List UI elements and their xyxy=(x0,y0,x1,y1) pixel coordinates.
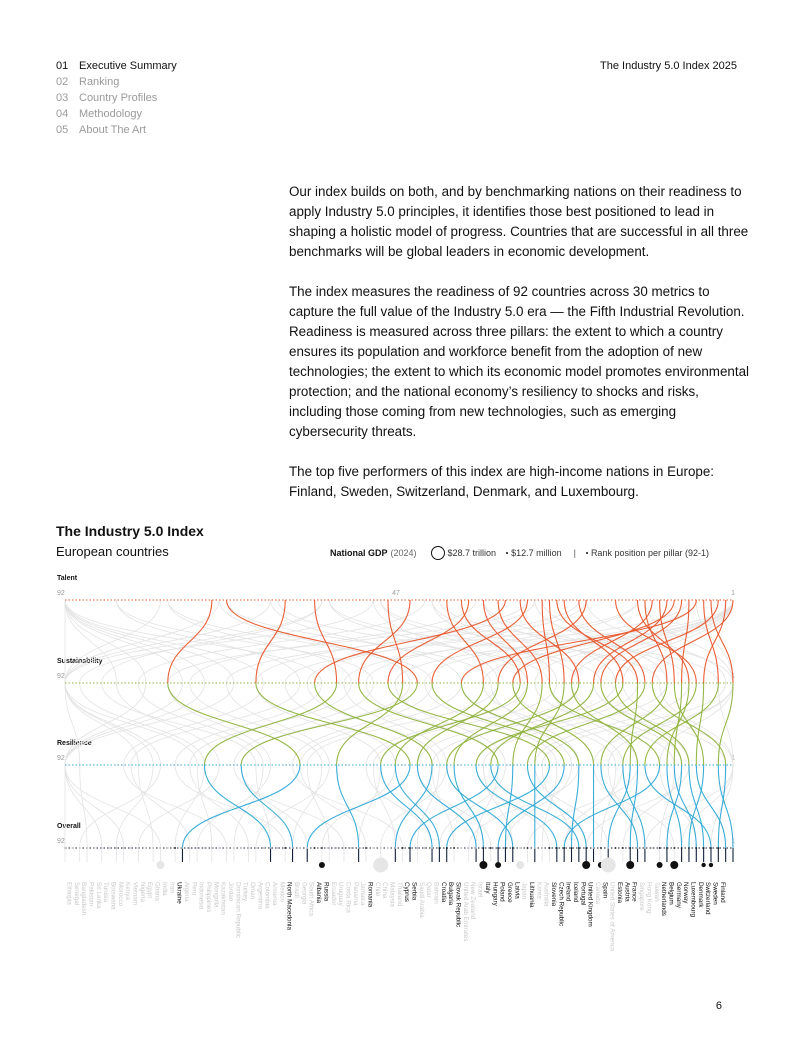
legend-min-gdp: $12.7 million xyxy=(511,548,562,558)
rank-tick-dot xyxy=(622,847,624,849)
rank-tick-dot xyxy=(123,847,125,849)
country-label-ecuador: Ecuador xyxy=(329,882,337,906)
small-dot-icon xyxy=(586,552,588,554)
pillar-label-sustainability: Sustainability xyxy=(57,658,103,665)
rank-tick-dot xyxy=(651,847,653,849)
rank-tick-dot xyxy=(688,847,690,849)
rank-tick-dot xyxy=(270,847,272,849)
rank-tick-dot xyxy=(152,847,154,849)
rank-tick-dot xyxy=(468,847,470,849)
country-label-belgium: Belgium xyxy=(667,882,675,905)
country-label-uruguay: Uruguay xyxy=(337,882,345,906)
rank-min-label: 92 xyxy=(57,673,65,680)
rank-tick-dot xyxy=(710,847,712,849)
country-label-taiwan: Taiwan xyxy=(652,882,660,902)
toc-item-executive-summary[interactable]: 01 Executive Summary xyxy=(56,60,177,72)
background-country-line xyxy=(102,600,322,862)
rank-max-label: 1 xyxy=(731,673,735,680)
country-label-tunisia: Tunisia xyxy=(102,882,110,903)
report-title: The Industry 5.0 Index 2025 xyxy=(600,60,737,72)
country-label-panama: Panama xyxy=(351,882,359,906)
rank-tick-dot xyxy=(79,847,81,849)
rank-tick-dot xyxy=(167,847,169,849)
large-circle-icon xyxy=(431,546,445,560)
rank-tick-dot xyxy=(93,847,95,849)
gdp-circle-united-kingdom xyxy=(582,861,590,869)
country-label-iran: Iran xyxy=(168,882,176,893)
country-label-costa-rica: Costa Rica xyxy=(344,882,352,913)
rank-tick-dot xyxy=(659,847,661,849)
country-label-iceland: Iceland xyxy=(572,882,580,903)
rank-tick-dot xyxy=(607,847,609,849)
country-line-albania xyxy=(241,683,417,765)
rank-tick-dot xyxy=(343,847,345,849)
country-label-bulgaria: Bulgaria xyxy=(447,882,455,906)
table-of-contents xyxy=(56,58,177,138)
country-label-colombia: Colombia xyxy=(263,882,271,909)
rank-tick-dot xyxy=(453,847,455,849)
rank-mid-label: 47 xyxy=(392,590,400,597)
country-label-united-states-of-america: United States of America xyxy=(608,882,616,952)
rank-tick-dot xyxy=(248,847,250,849)
country-label-algeria: Algeria xyxy=(182,882,190,902)
rank-tick-dot xyxy=(262,847,264,849)
body-text xyxy=(289,182,749,522)
country-label-romania: Romania xyxy=(366,882,374,908)
rank-tick-dot xyxy=(637,847,639,849)
rank-tick-dot xyxy=(512,847,514,849)
rank-tick-dot xyxy=(387,847,389,849)
rank-tick-dot xyxy=(255,847,257,849)
country-label-sri-lanka: Sri Lanka xyxy=(94,882,102,909)
rank-tick-dot xyxy=(717,847,719,849)
country-label-mexico: Mexico xyxy=(278,882,286,902)
country-label-botswana: Botswana xyxy=(109,882,117,910)
rank-tick-dot xyxy=(549,847,551,849)
legend-max-gdp: $28.7 trillion xyxy=(447,548,497,558)
rank-tick-dot xyxy=(563,847,565,849)
country-label-germany: Germany xyxy=(674,882,682,908)
country-label-ireland: Ireland xyxy=(564,882,572,902)
country-label-norway: Norway xyxy=(682,882,690,904)
gdp-circle-china xyxy=(373,858,388,873)
country-label-south-africa: South Africa xyxy=(307,882,315,916)
rank-tick-dot xyxy=(226,847,228,849)
country-line-slovenia xyxy=(564,600,623,683)
rank-tick-dot xyxy=(519,847,521,849)
country-label-vietnam: Vietnam xyxy=(131,882,139,905)
country-label-ethiopia: Ethiopia xyxy=(65,882,73,905)
rank-tick-dot xyxy=(306,847,308,849)
rank-min-label: 92 xyxy=(57,590,65,597)
country-line-denmark xyxy=(704,600,719,683)
rank-tick-dot xyxy=(644,847,646,849)
rank-tick-dot xyxy=(534,847,536,849)
rank-tick-dot xyxy=(505,847,507,849)
rank-tick-dot xyxy=(666,847,668,849)
rank-tick-dot xyxy=(475,847,477,849)
country-label-switzerland: Switzerland xyxy=(704,882,712,915)
rank-tick-dot xyxy=(189,847,191,849)
country-label-nigeria: Nigeria xyxy=(138,882,146,902)
country-label-ghana: Ghana xyxy=(153,882,161,901)
country-line-iceland xyxy=(491,683,594,765)
country-label-estonia: Estonia xyxy=(616,882,624,904)
country-label-canada: Canada xyxy=(594,882,602,905)
country-label-mongolia: Mongolia xyxy=(212,882,220,908)
rank-tick-dot xyxy=(336,847,338,849)
country-line-czech-republic xyxy=(549,683,659,765)
rank-tick-dot xyxy=(673,847,675,849)
rank-tick-dot xyxy=(145,847,147,849)
rank-tick-dot xyxy=(130,847,132,849)
country-label-australia: Australia xyxy=(542,882,550,907)
country-label-czech-republic: Czech Republic xyxy=(557,882,565,927)
small-dot-icon xyxy=(506,552,508,554)
country-label-malaysia: Malaysia xyxy=(388,882,396,907)
country-line-ukraine xyxy=(168,683,300,765)
country-label-thailand: Thailand xyxy=(395,882,403,907)
rank-tick-dot xyxy=(541,847,543,849)
country-label-croatia: Croatia xyxy=(439,882,447,903)
rank-tick-dot xyxy=(615,847,617,849)
country-label-armenia: Armenia xyxy=(271,882,279,906)
country-label-serbia: Serbia xyxy=(410,882,418,901)
gdp-circle-netherlands xyxy=(657,862,663,868)
chart-legend xyxy=(330,546,709,560)
country-label-united-kingdom: United Kingdom xyxy=(586,882,594,927)
rank-tick-dot xyxy=(497,847,499,849)
country-label-united-arab-emirates: United Arab Emirates xyxy=(461,882,469,942)
rank-tick-dot xyxy=(394,847,396,849)
rank-tick-dot xyxy=(350,847,352,849)
rank-tick-dot xyxy=(365,847,367,849)
country-label-jamaica: Jamaica xyxy=(359,882,367,906)
rank-tick-dot xyxy=(483,847,485,849)
country-line-sweden xyxy=(696,765,725,848)
country-line-russia xyxy=(256,683,410,765)
page-number: 6 xyxy=(715,1000,722,1012)
legend-gdp-year: (2024) xyxy=(390,548,417,558)
toc-item-country-profiles[interactable]: 03 Country Profiles xyxy=(56,92,158,104)
gdp-circle-germany xyxy=(670,861,678,869)
country-label-brazil: Brazil xyxy=(293,882,301,898)
rank-max-label: 1 xyxy=(731,755,735,762)
rank-tick-dot xyxy=(578,847,580,849)
country-label-greece: Greece xyxy=(505,882,513,903)
country-line-ireland xyxy=(461,683,578,765)
rank-tick-dot xyxy=(86,847,88,849)
rank-tick-dot xyxy=(71,847,73,849)
rank-tick-dot xyxy=(695,847,697,849)
toc-item-about-the-art[interactable]: 05 About The Art xyxy=(56,124,147,136)
rank-tick-dot xyxy=(277,847,279,849)
country-label-luxembourg: Luxembourg xyxy=(689,882,697,918)
rank-tick-dot xyxy=(380,847,382,849)
rank-min-label: 92 xyxy=(57,755,65,762)
country-label-china: China xyxy=(381,882,389,899)
country-line-germany xyxy=(689,765,704,848)
rank-tick-dot xyxy=(196,847,198,849)
rank-tick-dot xyxy=(211,847,213,849)
country-label-france: France xyxy=(630,882,638,902)
country-label-russia: Russia xyxy=(322,882,330,902)
rank-tick-dot xyxy=(571,847,573,849)
rank-tick-dot xyxy=(593,847,595,849)
country-label-oman: Oman xyxy=(249,882,257,900)
rank-tick-dot xyxy=(681,847,683,849)
pillar-label-overall: Overall xyxy=(57,823,81,830)
country-line-italy xyxy=(417,765,476,848)
rank-tick-dot xyxy=(446,847,448,849)
country-label-cyprus: Cyprus xyxy=(403,882,411,902)
background-country-line xyxy=(425,600,697,862)
gdp-circle-poland xyxy=(495,862,501,868)
rank-tick-dot xyxy=(160,847,162,849)
country-label-singapore: Singapore xyxy=(638,882,646,911)
rank-tick-dot xyxy=(314,847,316,849)
country-line-portugal xyxy=(527,765,586,848)
rank-tick-dot xyxy=(431,847,433,849)
country-line-serbia xyxy=(410,765,498,848)
country-label-egypt: Egypt xyxy=(146,882,154,899)
country-label-spain: Spain xyxy=(601,882,609,899)
country-line-ireland xyxy=(461,600,696,683)
rank-tick-dot xyxy=(233,847,235,849)
rank-max-label: 1 xyxy=(731,838,735,845)
rank-tick-dot xyxy=(409,847,411,849)
country-label-poland: Poland xyxy=(498,882,506,902)
bump-chart xyxy=(0,570,793,970)
gdp-circle-sweden xyxy=(709,863,713,867)
rank-tick-dot xyxy=(402,847,404,849)
rank-tick-dot xyxy=(527,847,529,849)
paragraph: The index measures the readiness of 92 countries across 30 metrics to capture the full value of the Industry 5.0 era — the Fifth Industrial Revolution. Readiness is measured across three pillars: the extent to which a country ensures its population and workforce benefit from the adoption of new technologies; the extent to which its economic model promotes environmental protection; and the national economy’s resiliency to shocks and risks, including those coming from new technologies, such as emerging cybersecurity threats. xyxy=(289,284,749,439)
rank-tick-dot xyxy=(101,847,103,849)
gdp-circle-italy xyxy=(479,861,487,869)
rank-max-label: 1 xyxy=(731,590,735,597)
toc-item-methodology[interactable]: 04 Methodology xyxy=(56,108,142,120)
country-label-hong-kong: Hong Kong xyxy=(645,882,653,914)
rank-tick-dot xyxy=(108,847,110,849)
paragraph: Our index builds on both, and by benchmarking nations on their readiness to apply Industry 5.0 principles, it identifies those best positioned to lead in shaping a holistic model of progress. Countries that are successful in all three benchmarks will be global leaders in economic development. xyxy=(289,184,749,259)
country-label-ukraine: Ukraine xyxy=(175,882,183,904)
gdp-circle-switzerland xyxy=(701,863,705,867)
rank-tick-dot xyxy=(115,847,117,849)
country-label-kazakhstan: Kazakhstan xyxy=(219,882,227,915)
country-label-philippines: Philippines xyxy=(204,882,212,913)
rank-tick-dot xyxy=(299,847,301,849)
rank-tick-dot xyxy=(372,847,374,849)
chart-title: The Industry 5.0 Index xyxy=(56,523,204,539)
country-label-bangladesh: Bangladesh xyxy=(80,882,88,916)
rank-tick-dot xyxy=(138,847,140,849)
country-label-georgia: Georgia xyxy=(300,882,308,905)
rank-tick-dot xyxy=(292,847,294,849)
country-label-netherlands: Netherlands xyxy=(660,882,668,916)
country-label-japan: Japan xyxy=(520,882,528,900)
rank-tick-dot xyxy=(174,847,176,849)
country-label-slovenia: Slovenia xyxy=(549,882,557,907)
rank-tick-dot xyxy=(600,847,602,849)
pillar-label-talent: Talent xyxy=(57,575,78,582)
gdp-circle-united-states-of-america xyxy=(601,858,616,873)
gdp-circle-india xyxy=(156,861,164,869)
rank-tick-dot xyxy=(585,847,587,849)
country-label-hungary: Hungary xyxy=(491,882,499,906)
rank-tick-dot xyxy=(358,847,360,849)
rank-tick-dot xyxy=(182,847,184,849)
rank-min-label: 92 xyxy=(57,838,65,845)
rank-tick-dot xyxy=(284,847,286,849)
country-label-indonesia: Indonesia xyxy=(197,882,205,910)
paragraph: The top five performers of this index are high-income nations in Europe: Finland, Sweden, Switzerland, Denmark, and Luxembourg. xyxy=(289,464,715,499)
legend-gdp-label: National GDP xyxy=(330,548,388,558)
country-label-morocco: Morocco xyxy=(116,882,124,907)
gdp-circle-russia xyxy=(319,862,325,868)
country-label-finland: Finland xyxy=(718,882,726,903)
country-label-austria: Austria xyxy=(623,882,631,902)
rank-tick-dot xyxy=(460,847,462,849)
rank-tick-dot xyxy=(556,847,558,849)
toc-item-ranking[interactable]: 02 Ranking xyxy=(56,76,120,88)
country-label-albania: Albania xyxy=(315,882,323,904)
country-label-new-zealand: New Zealand xyxy=(469,882,477,920)
rank-tick-dot xyxy=(416,847,418,849)
country-label-italy: Italy xyxy=(483,882,491,894)
country-label-argentina: Argentina xyxy=(256,882,264,909)
rank-tick-dot xyxy=(490,847,492,849)
country-label-dominican-republic: Dominican Republic xyxy=(234,882,242,938)
rank-tick-dot xyxy=(328,847,330,849)
country-label-senegal: Senegal xyxy=(72,882,80,906)
country-label-israel: Israel xyxy=(476,882,484,898)
rank-tick-dot xyxy=(204,847,206,849)
rank-tick-dot xyxy=(240,847,242,849)
country-label-qatar: Qatar xyxy=(425,882,433,898)
pillar-label-resilience: Resilience xyxy=(57,740,92,747)
country-label-north-macedonia: North Macedonia xyxy=(285,882,293,930)
country-label-peru: Peru xyxy=(190,882,198,896)
country-line-romania xyxy=(337,683,403,765)
country-label-lithuania: Lithuania xyxy=(527,882,535,908)
country-label-denmark: Denmark xyxy=(696,882,704,908)
country-label-kenya: Kenya xyxy=(124,882,132,900)
country-label-chile: Chile xyxy=(373,882,381,897)
country-label-bahrain: Bahrain xyxy=(432,882,440,904)
country-label-slovak-republic: Slovak Republic xyxy=(454,882,462,928)
gdp-circle-japan xyxy=(516,861,524,869)
rank-tick-dot xyxy=(321,847,323,849)
country-label-saudi-arabia: Saudi Arabia xyxy=(417,882,425,918)
rank-tick-dot xyxy=(438,847,440,849)
rank-tick-dot xyxy=(64,847,66,849)
country-label-sweden: Sweden xyxy=(711,882,719,905)
country-label-latvia: Latvia xyxy=(513,882,521,899)
legend-separator: | xyxy=(573,548,576,558)
country-label-india: India xyxy=(160,882,168,896)
country-label-jordan: Jordan xyxy=(226,882,234,902)
country-label-korea: Korea xyxy=(535,882,543,899)
rank-tick-dot xyxy=(424,847,426,849)
country-label-turkey: Turkey xyxy=(241,882,249,902)
country-label-pakistan: Pakistan xyxy=(87,882,95,907)
legend-rank-note: Rank position per pillar (92-1) xyxy=(590,548,709,558)
rank-tick-dot xyxy=(703,847,705,849)
rank-tick-dot xyxy=(218,847,220,849)
chart-subtitle: European countries xyxy=(56,544,169,559)
rank-tick-dot xyxy=(629,847,631,849)
country-line-denmark xyxy=(645,765,711,848)
country-label-portugal: Portugal xyxy=(579,882,587,906)
gdp-circle-france xyxy=(626,861,634,869)
